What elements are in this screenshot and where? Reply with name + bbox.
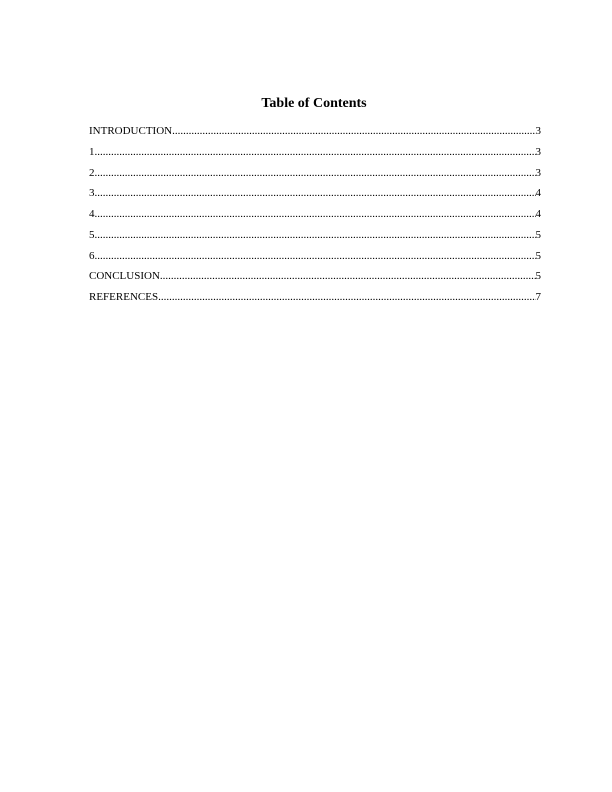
toc-entry-label: CONCLUSION — [89, 270, 160, 283]
toc-entry-references[interactable] — [89, 289, 541, 310]
toc-entry-5[interactable] — [89, 227, 541, 248]
toc-entry-page: 7 — [535, 291, 541, 303]
toc-dot-leader — [172, 123, 535, 139]
toc-entry-page: 3 — [535, 145, 541, 158]
toc-entry-label: REFERENCES — [89, 291, 159, 303]
toc-entry-6[interactable] — [89, 248, 541, 269]
toc-entry-3[interactable] — [89, 185, 541, 206]
toc-entry-2[interactable] — [89, 165, 541, 186]
toc-entry-page: 4 — [535, 208, 541, 220]
toc-entry-label: 3 — [89, 187, 95, 200]
toc-entry-label: 5 — [89, 228, 95, 241]
toc-dot-leader — [95, 227, 536, 243]
toc-entry-introduction[interactable] — [89, 123, 541, 144]
toc-entry-1[interactable] — [89, 144, 541, 165]
toc-entry-label: 2 — [89, 166, 95, 179]
toc-title: Table of Contents — [261, 96, 367, 111]
toc-entry-page: 3 — [535, 125, 541, 137]
toc-entry-label: 1 — [89, 145, 95, 158]
toc-entry-page: 5 — [535, 270, 541, 283]
toc-entry-label: 6 — [89, 249, 95, 262]
toc-entry-page: 4 — [535, 187, 541, 200]
toc-dot-leader — [95, 206, 536, 222]
toc-entry-label: 4 — [89, 208, 95, 220]
toc-dot-leader — [95, 185, 536, 201]
toc-entry-page: 3 — [535, 166, 541, 179]
toc-entry-page: 5 — [535, 228, 541, 241]
toc-dot-leader — [95, 165, 536, 181]
toc-list — [89, 123, 541, 310]
toc-dot-leader — [95, 248, 536, 264]
toc-dot-leader — [160, 268, 536, 284]
toc-entry-4[interactable] — [89, 206, 541, 227]
toc-entry-page: 5 — [535, 249, 541, 262]
toc-entry-conclusion[interactable] — [89, 268, 541, 289]
toc-dot-leader — [95, 144, 536, 160]
toc-dot-leader — [158, 289, 535, 305]
toc-entry-label: INTRODUCTION — [89, 125, 173, 137]
